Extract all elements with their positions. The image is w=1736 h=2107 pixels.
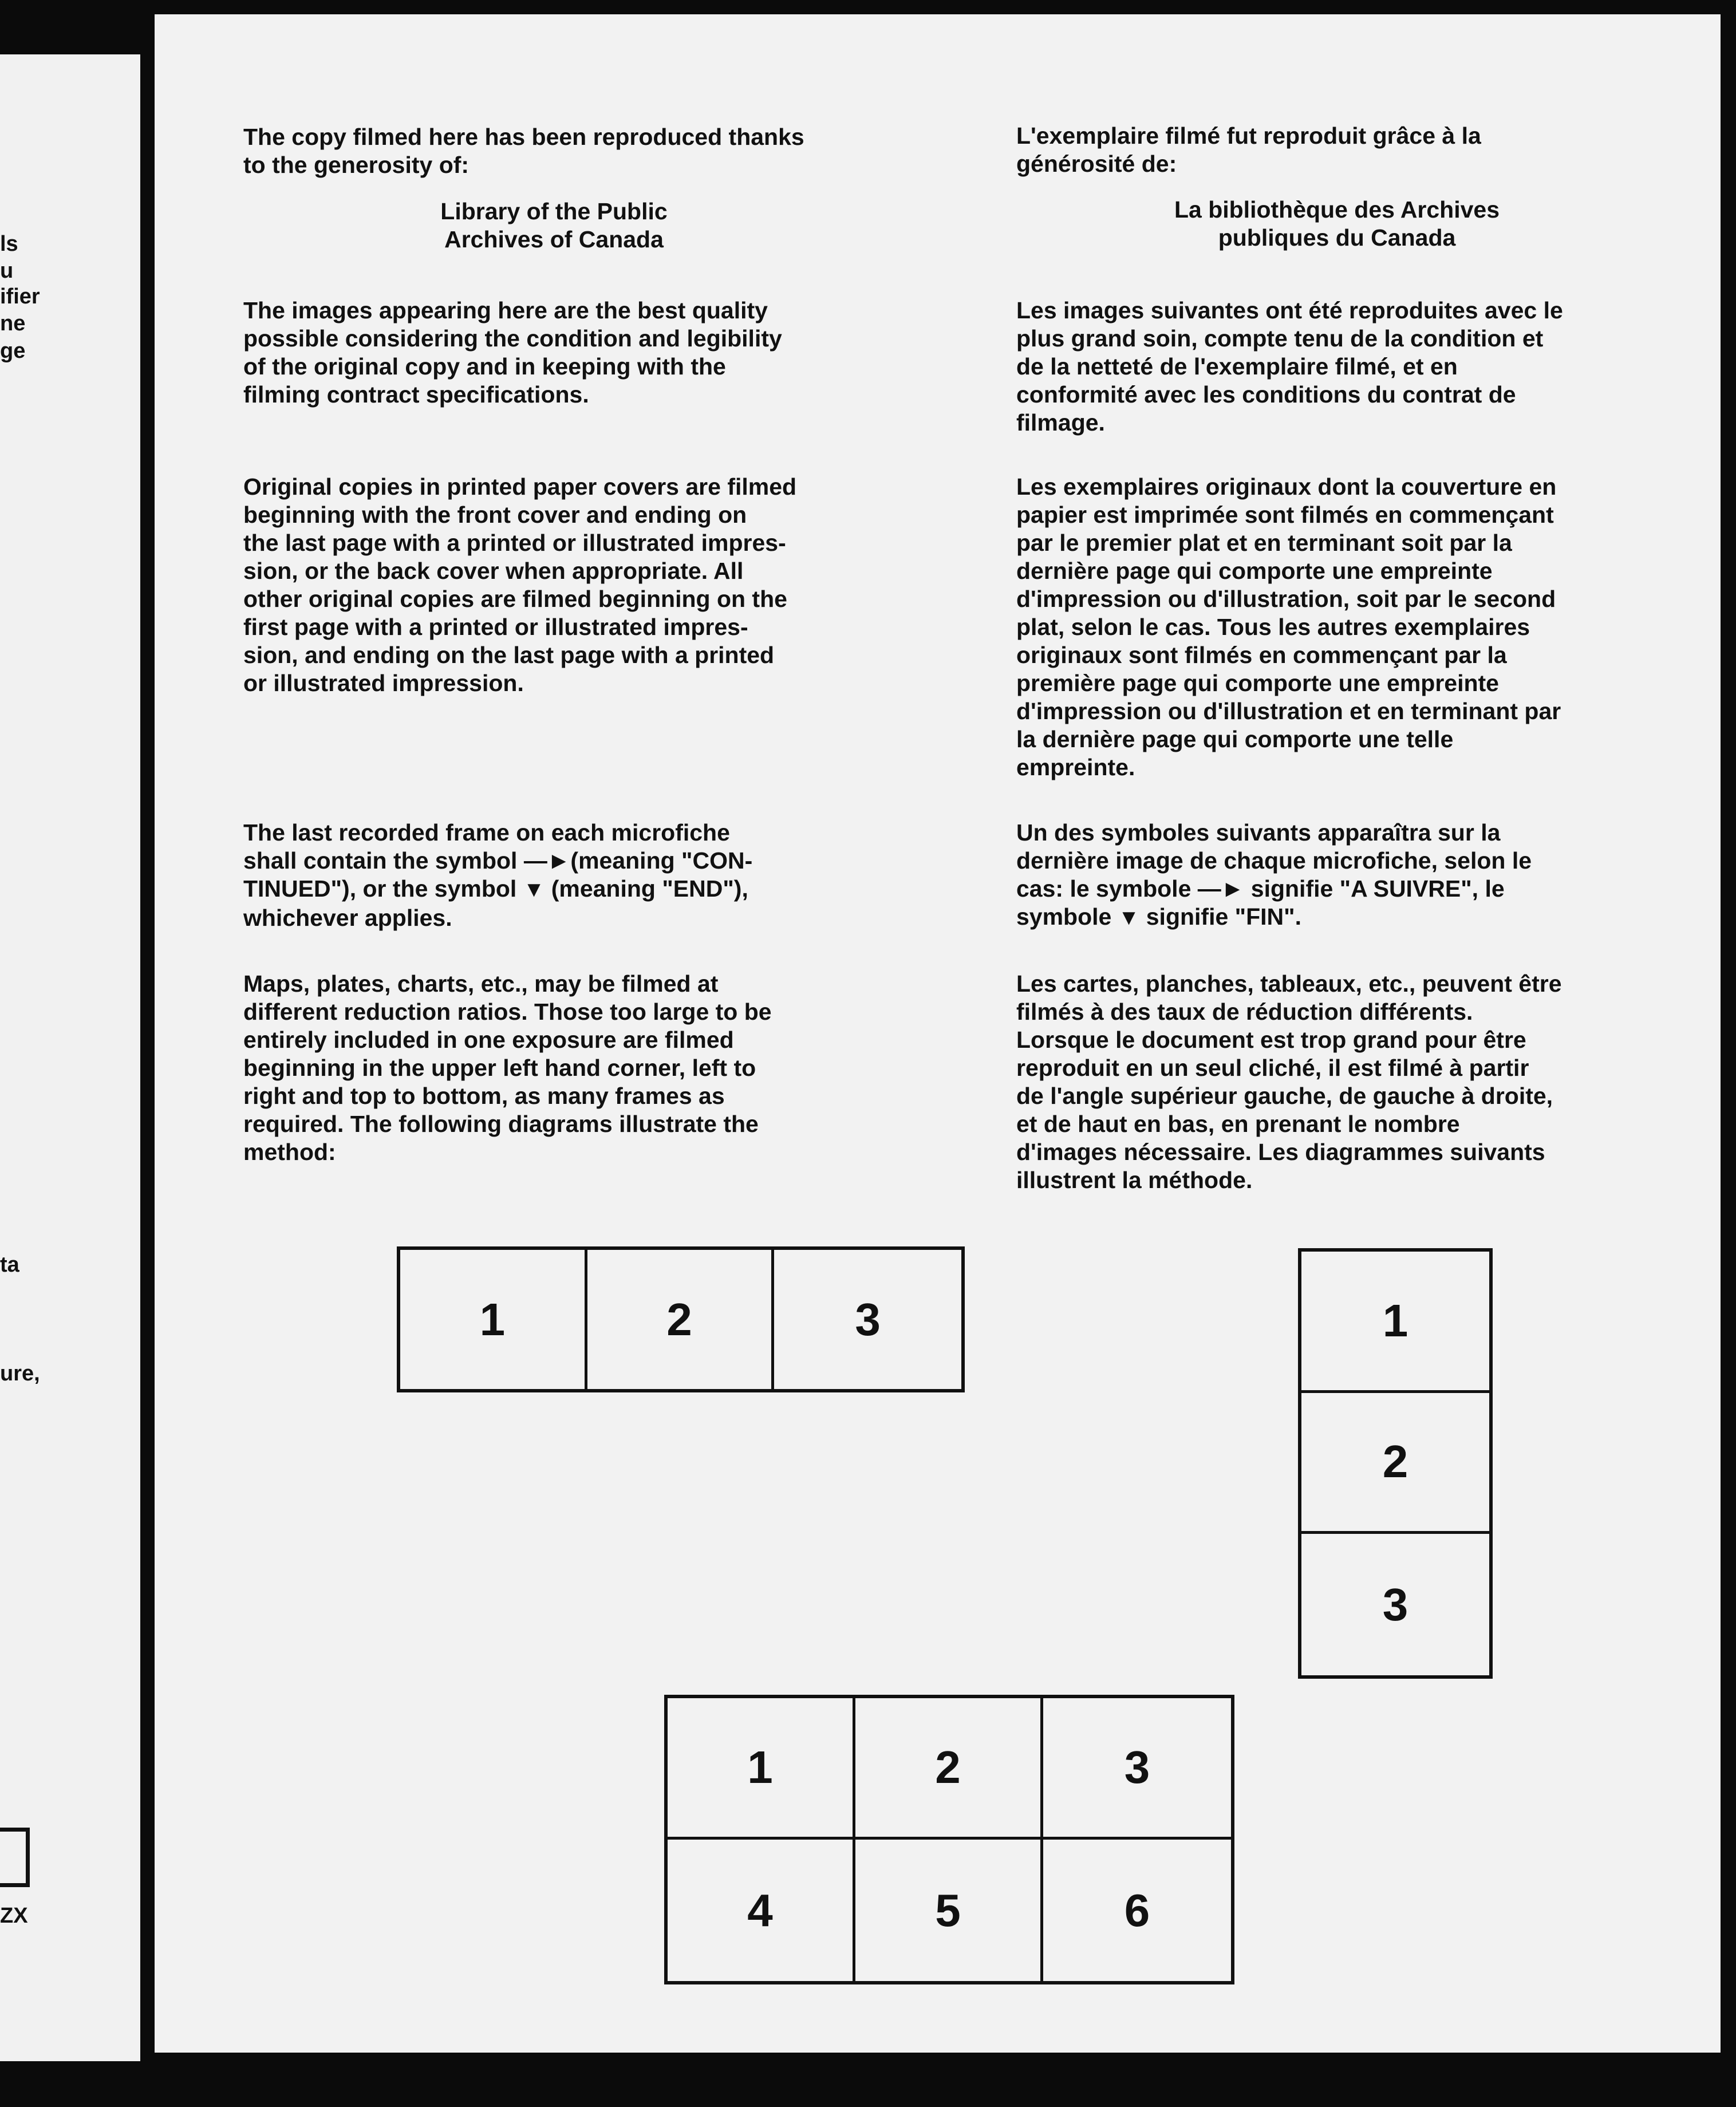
fragment-text: ge bbox=[0, 339, 26, 363]
continued-arrow-icon: —► bbox=[523, 847, 571, 874]
paragraph-text bbox=[243, 819, 885, 932]
english-credit-institution bbox=[243, 198, 865, 254]
fragment-text: ls bbox=[0, 232, 18, 256]
grid-frames-diagram bbox=[664, 1695, 1234, 1984]
french-originals-paragraph bbox=[1016, 473, 1646, 782]
end-triangle-icon: ▼ bbox=[523, 878, 545, 902]
frame-cell: 2 bbox=[1301, 1393, 1489, 1534]
paragraph-text: Les cartes, planches, tableaux, etc., peuvent être filmés à des taux de réduction différents. Lorsque le document est trop grand pour être reproduit en un seul cliché, il est filmé à partir de l'angle supérieur gauche, de gauche à droite, et de haut en bas, en prenant le nombre d'images nécessaire. Les diagrammes suivants illustrent la méthode. bbox=[1016, 970, 1562, 1193]
french-quality-paragraph bbox=[1016, 297, 1646, 437]
french-credit-intro bbox=[1016, 122, 1646, 178]
fragment-text: ZX bbox=[0, 1904, 28, 1928]
frame-cell: 1 bbox=[668, 1698, 855, 1840]
text-run: The last recorded frame on each microfiche shall contain the symbol bbox=[243, 819, 730, 874]
text-run: signifie "FIN". bbox=[1139, 903, 1301, 930]
bottom-border bbox=[0, 2061, 1736, 2107]
english-quality-paragraph bbox=[243, 297, 885, 409]
french-credit-institution bbox=[1016, 196, 1658, 252]
fragment-text: ta bbox=[0, 1253, 19, 1277]
horizontal-frames-diagram bbox=[397, 1246, 965, 1392]
frame-cell: 5 bbox=[855, 1840, 1043, 1981]
paragraph-text bbox=[1016, 819, 1646, 932]
paragraph-text: Les images suivantes ont été reproduites avec le plus grand soin, compte tenu de la condition et de la netteté de l'exemplaire filmé, et en conformité avec les conditions du contrat de filmage. bbox=[1016, 297, 1563, 436]
continued-arrow-icon: —► bbox=[1197, 875, 1245, 902]
credit-intro-text: L'exemplaire filmé fut reproduit grâce à la générosité de: bbox=[1016, 123, 1481, 177]
frame-cell: 2 bbox=[587, 1250, 775, 1389]
frame-cell: 4 bbox=[668, 1840, 855, 1981]
fragment-box bbox=[0, 1828, 30, 1887]
fragment-text: u bbox=[0, 259, 14, 283]
credit-intro-text: The copy filmed here has been reproduced thanks to the generosity of: bbox=[243, 124, 804, 178]
fragment-text: ure, bbox=[0, 1362, 40, 1386]
text-run: (meaning "CON- TINUED"), or the symbol bbox=[243, 847, 753, 902]
frame-cell: 6 bbox=[1124, 1884, 1150, 1936]
institution-text: La bibliothèque des Archives publiques du Canada bbox=[1174, 196, 1500, 251]
paragraph-text: The images appearing here are the best quality possible considering the condition and legibility of the original copy and in keeping with the filming contract specifications. bbox=[243, 297, 782, 408]
fragment-text: ne bbox=[0, 311, 26, 336]
paragraph-text: Maps, plates, charts, etc., may be filmed at different reduction ratios. Those too large to be entirely included in one exposure are filmed beginning in the upper left hand corner, left to right and top to bottom, as many frames as required. The following diagrams illustrate the method: bbox=[243, 970, 772, 1165]
frame-cell: 2 bbox=[855, 1698, 1043, 1840]
paragraph-text: Les exemplaires originaux dont la couverture en papier est imprimée sont filmés en commençant par le premier plat et en terminant soit par la dernière page qui comporte une empreinte d'impression ou d'illustration, soit par le second plat, selon le cas. Tous les autres exemplaires originaux sont filmés en commençant par la première page qui comporte une empreinte d'impression ou d'illustration et en terminant par la dernière page qui comporte une telle empreinte. bbox=[1016, 474, 1561, 780]
english-credit-intro bbox=[243, 123, 885, 179]
institution-text: Library of the Public Archives of Canada bbox=[440, 198, 668, 252]
text-run: signifie "A SUIVRE", le symbole bbox=[1016, 875, 1505, 930]
frame-cell: 3 bbox=[855, 1293, 881, 1345]
vertical-frames-diagram bbox=[1298, 1248, 1493, 1679]
page-gutter bbox=[140, 11, 155, 2073]
french-maps-paragraph bbox=[1016, 970, 1646, 1194]
text-run: (meaning "END"), whichever applies. bbox=[243, 875, 748, 931]
fragment-text: ifier bbox=[0, 285, 40, 309]
text-run: Un des symboles suivants apparaîtra sur la dernière image de chaque microfiche, selon le cas: le symbole bbox=[1016, 819, 1532, 902]
end-triangle-icon: ▼ bbox=[1118, 906, 1140, 930]
frame-cell: 1 bbox=[1301, 1252, 1489, 1393]
paragraph-text: Original copies in printed paper covers are filmed beginning with the front cover and ending on the last page with a printed or illustrated impres- sion, or the back cover when appropriate. All other original copies are filmed beginning on the first page with a printed or illustrated impres- sion, and ending on the last page with a printed or illustrated impression. bbox=[243, 474, 797, 696]
english-originals-paragraph bbox=[243, 473, 885, 697]
english-symbols-paragraph bbox=[243, 819, 885, 932]
frame-cell: 1 bbox=[400, 1250, 587, 1389]
frame-cell: 3 bbox=[1043, 1698, 1231, 1840]
english-maps-paragraph bbox=[243, 970, 885, 1166]
french-symbols-paragraph bbox=[1016, 819, 1646, 932]
frame-cell: 3 bbox=[1382, 1579, 1408, 1630]
